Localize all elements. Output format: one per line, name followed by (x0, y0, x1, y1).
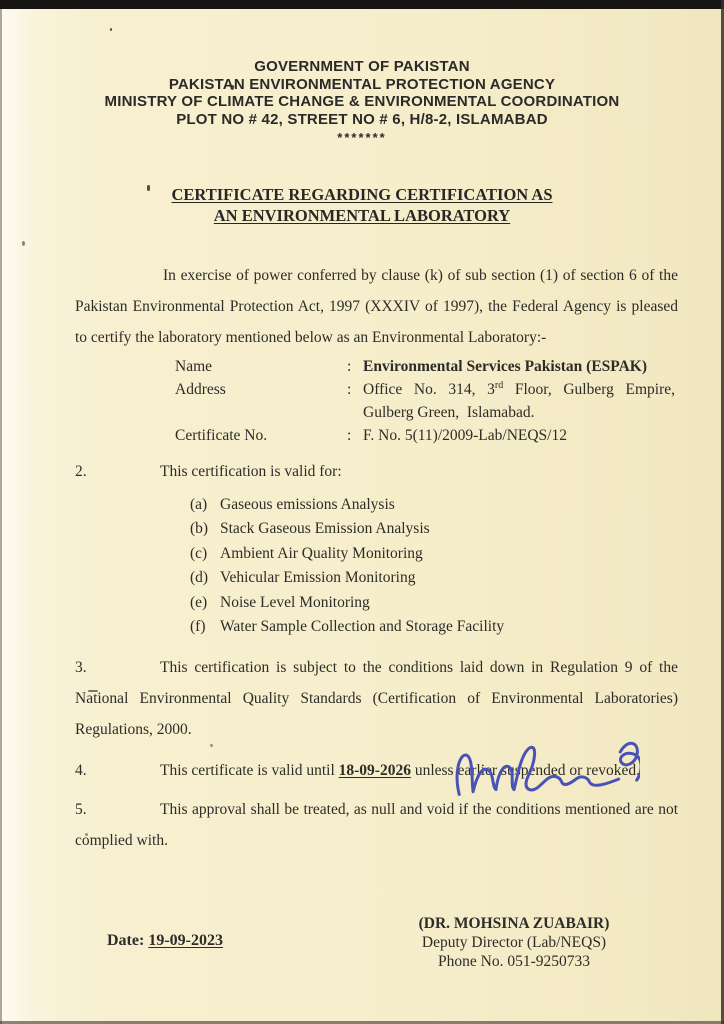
laboratory-details (175, 356, 678, 448)
letterhead-line-ministry: MINISTRY OF CLIMATE CHANGE & ENVIRONMENTAL COORDINATION (104, 93, 620, 110)
clause-5-text: This approval shall be treated, as null and void if the conditions mentioned are not complied with. (75, 801, 678, 850)
signatory-title: Deputy Director (Lab/NEQS) (421, 934, 607, 952)
clause-3-text: This certification is subject to the conditions laid down in Regulation 9 of the National Environmental Quality Standards (Certification of Environmental Laboratories) Regulations, 2000. (75, 659, 678, 739)
colon-separator: : (347, 357, 352, 375)
list-item-label: (b) (190, 520, 209, 538)
clause-4-text-pre: This certificate is valid until (160, 762, 339, 780)
address-line1: Office No. 314, 3rd Floor, Gulberg Empire, (363, 379, 675, 398)
clause-4-text-post: unless earlier suspended or revoked. (410, 762, 640, 780)
signatory-phone: Phone No. 051-9250733 (438, 953, 590, 971)
issue-date (75, 914, 223, 968)
address-line2: Gulberg Green, Islamabad. (363, 403, 535, 421)
list-item-label: (d) (190, 569, 209, 587)
signatory-block (389, 914, 639, 971)
date-label: Date: (107, 932, 149, 950)
clause-4-number: 4. (75, 762, 87, 780)
list-item-text: Water Sample Collection and Storage Facility (220, 618, 505, 636)
list-item (190, 517, 678, 542)
intro-paragraph: In exercise of power conferred by clause (k) of sub section (1) of section 6 of the Pakistan Environmental Protection Act, 1997 (XXXIV of 1997), the Federal Agency is pleased to certify the laboratory mentioned below as an Environmental Laboratory:- (75, 266, 678, 346)
letterhead (0, 58, 724, 147)
date-value: 19-09-2023 (148, 932, 223, 950)
colon-separator: : (347, 427, 352, 444)
list-item-label: (f) (190, 618, 206, 636)
address-label: Address (175, 381, 226, 398)
list-item-text: Gaseous emissions Analysis (220, 495, 395, 513)
valid-for-list (190, 493, 678, 641)
list-item-text: Vehicular Emission Monitoring (220, 569, 416, 587)
footer (75, 914, 678, 971)
clause-5-number: 5. (75, 801, 87, 819)
list-item-text: Ambient Air Quality Monitoring (220, 544, 423, 562)
clause-2-text: This certification is valid for: (160, 462, 342, 480)
signatory-name: (DR. MOHSINA ZUABAIR) (418, 915, 610, 933)
detail-row-name (175, 356, 678, 379)
clause-2 (75, 456, 678, 487)
clause-2-number: 2. (75, 462, 87, 480)
detail-row-certificate-no (175, 425, 678, 448)
list-item (190, 591, 678, 616)
name-value: Environmental Services Pakistan (ESPAK) (363, 357, 648, 375)
list-item-text: Stack Gaseous Emission Analysis (220, 520, 430, 538)
ordinal-superscript: rd (494, 379, 504, 391)
clause-3-number: 3. (75, 659, 87, 677)
expiry-date: 18-09-2026 (338, 762, 411, 780)
address-value (363, 379, 675, 424)
list-item (190, 542, 678, 567)
colon-separator: : (347, 381, 352, 398)
handwritten-signature (448, 734, 640, 804)
document-title (0, 184, 724, 226)
list-item-label: (e) (190, 593, 208, 611)
list-item (190, 493, 678, 518)
list-item (190, 615, 678, 640)
letterhead-line-government: GOVERNMENT OF PAKISTAN (254, 58, 470, 75)
certificate-no-label: Certificate No. (175, 427, 268, 444)
name-label: Name (175, 357, 213, 375)
letterhead-separator-stars: ******* (337, 130, 387, 145)
clause-3 (75, 652, 678, 745)
letterhead-line-agency: PAKISTAN ENVIRONMENTAL PROTECTION AGENCY (168, 75, 556, 93)
list-item-label: (c) (190, 544, 208, 562)
list-item-label: (a) (190, 495, 208, 513)
letterhead-line-address: PLOT NO # 42, STREET NO # 6, H/8-2, ISLAMABAD (176, 110, 548, 128)
detail-row-address (175, 379, 678, 424)
list-item-text: Noise Level Monitoring (220, 593, 370, 611)
document-title-line1: CERTIFICATE REGARDING CERTIFICATION AS (171, 184, 553, 204)
list-item (190, 566, 678, 591)
document-title-line2: AN ENVIRONMENTAL LABORATORY (213, 205, 511, 225)
certificate-no-value: F. No. 5(11)/2009-Lab/NEQS/12 (363, 427, 567, 444)
